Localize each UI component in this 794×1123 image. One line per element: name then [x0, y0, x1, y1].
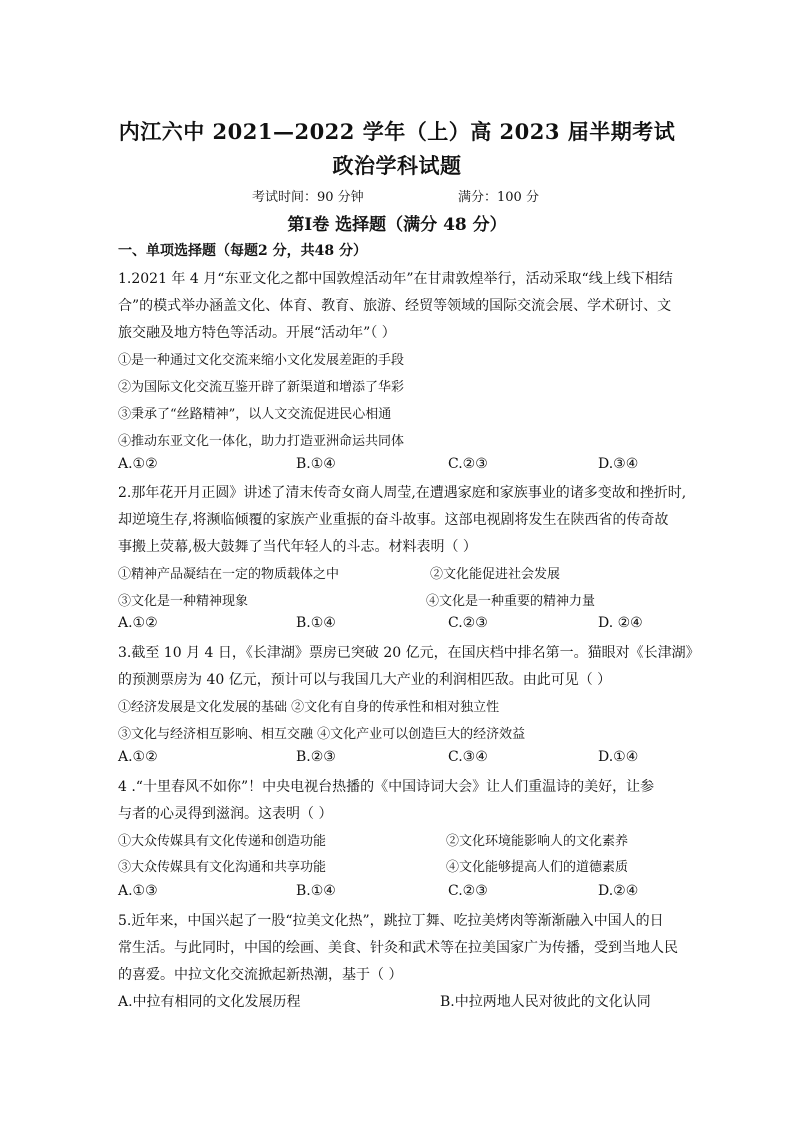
statement: ④文化是一种重要的精神力量	[426, 594, 596, 609]
statement: ④推动东亚文化一体化，助力打造亚洲命运共同体	[118, 434, 405, 449]
statement: ③秉承了“丝路精神”，以人文交流促进民心相通	[118, 407, 392, 422]
option-a: A.①②	[118, 456, 158, 472]
question-stem-line: 5.近年来，中国兴起了一股“拉美文化热”，跳拉丁舞、吃拉美烤肉等渐渐融入中国人的日	[118, 913, 664, 929]
question-stem-line: 事搬上荧幕,极大鼓舞了当代年轻人的斗志。材料表明（ ）	[118, 539, 477, 555]
option-c: C.②③	[448, 615, 488, 631]
section-title: 第Ⅰ卷 选择题（满分 48 分）	[287, 215, 507, 235]
exam-title: 内江六中 2021—2022 学年（上）高 2023 届半期考试	[118, 119, 676, 144]
question-stem-line: 4 .“十里春风不如你”！中央电视台热播的《中国诗词大会》让人们重温诗的美好，让参	[118, 779, 655, 795]
question-stem-line: 却逆境生存,将濒临倾覆的家族产业重振的奋斗故事。这部电视剧将发生在陕西省的传奇故	[118, 512, 669, 528]
question-stem-line: 2.那年花开月正圆》讲述了清末传奇女商人周莹,在遭遇家庭和家族事业的诸多变故和挫折时,	[118, 485, 687, 501]
statement: ②文化能促进社会发展	[430, 567, 561, 582]
exam-subtitle: 政治学科试题	[332, 153, 462, 178]
statement: ③文化是一种精神现象	[118, 594, 249, 609]
statement: ③大众传媒具有文化沟通和共享功能	[118, 860, 327, 875]
option-b: B.②③	[296, 749, 336, 765]
option-a: A.①②	[118, 615, 158, 631]
question-stem-line: 的预测票房为 40 亿元，预计可以与我国几大产业的利润相匹敌。由此可见（ ）	[118, 672, 612, 688]
option-d: D.①④	[598, 749, 639, 765]
option-a: A.①②	[118, 749, 158, 765]
option-b: B.①④	[296, 456, 336, 472]
question-stem-line: 与者的心灵得到滋润。这表明（ ）	[118, 806, 333, 822]
statement: ①是一种通过文化交流来缩小文化发展差距的手段	[118, 353, 405, 368]
option-a: A.①③	[118, 883, 158, 899]
statement: ①精神产品凝结在一定的物质载体之中	[118, 567, 340, 582]
exam-time: 考试时间：90 分钟	[252, 190, 364, 205]
question-stem-line: 的喜爱。中拉文化交流掀起新热潮，基于（ ）	[118, 967, 403, 983]
option-b: B.中拉两地人民对彼此的文化认同	[440, 994, 651, 1010]
option-b: B.①④	[296, 883, 336, 899]
statement: ②为国际文化交流互鉴开辟了新渠道和增添了华彩	[118, 380, 405, 395]
statement: ③文化与经济相互影响、相互交融 ④文化产业可以创造巨大的经济效益	[118, 727, 526, 742]
statement: ①大众传媒具有文化传递和创造功能	[118, 834, 327, 849]
option-d: D.②④	[598, 883, 639, 899]
option-d: D.③④	[598, 456, 639, 472]
option-c: C.②③	[448, 456, 488, 472]
option-d: D. ②④	[598, 615, 643, 631]
part-heading: 一、单项选择题（每题2 分，共48 分）	[118, 243, 367, 259]
question-stem-line: 合”的模式举办涵盖文化、体育、教育、旅游、经贸等领域的国际交流会展、学术研讨、文	[118, 298, 672, 314]
full-score: 满分：100 分	[458, 190, 539, 205]
question-stem-line: 3.截至 10 月 4 日，《长津湖》票房已突破 20 亿元，在国庆档中排名第一。猫眼对《长津湖》	[118, 645, 700, 661]
statement: ①经济发展是文化发展的基础 ②文化有自身的传承性和相对独立性	[118, 700, 500, 715]
question-stem-line: 旅交融及地方特色等活动。开展“活动年”（ ）	[118, 325, 396, 341]
option-c: C.②③	[448, 883, 488, 899]
option-b: B.①④	[296, 615, 336, 631]
question-stem-line: 1.2021 年 4 月“东亚文化之都中国敦煌活动年”在甘肃敦煌举行，活动采取“线上线下相结	[118, 271, 673, 287]
option-a: A.中拉有相同的文化发展历程	[118, 994, 301, 1010]
option-c: C.③④	[448, 749, 488, 765]
statement: ②文化环境能影响人的文化素养	[446, 834, 629, 849]
question-stem-line: 常生活。与此同时，中国的绘画、美食、针灸和武术等在拉美国家广为传播，受到当地人民	[118, 940, 678, 956]
statement: ④文化能够提高人们的道德素质	[446, 860, 629, 875]
